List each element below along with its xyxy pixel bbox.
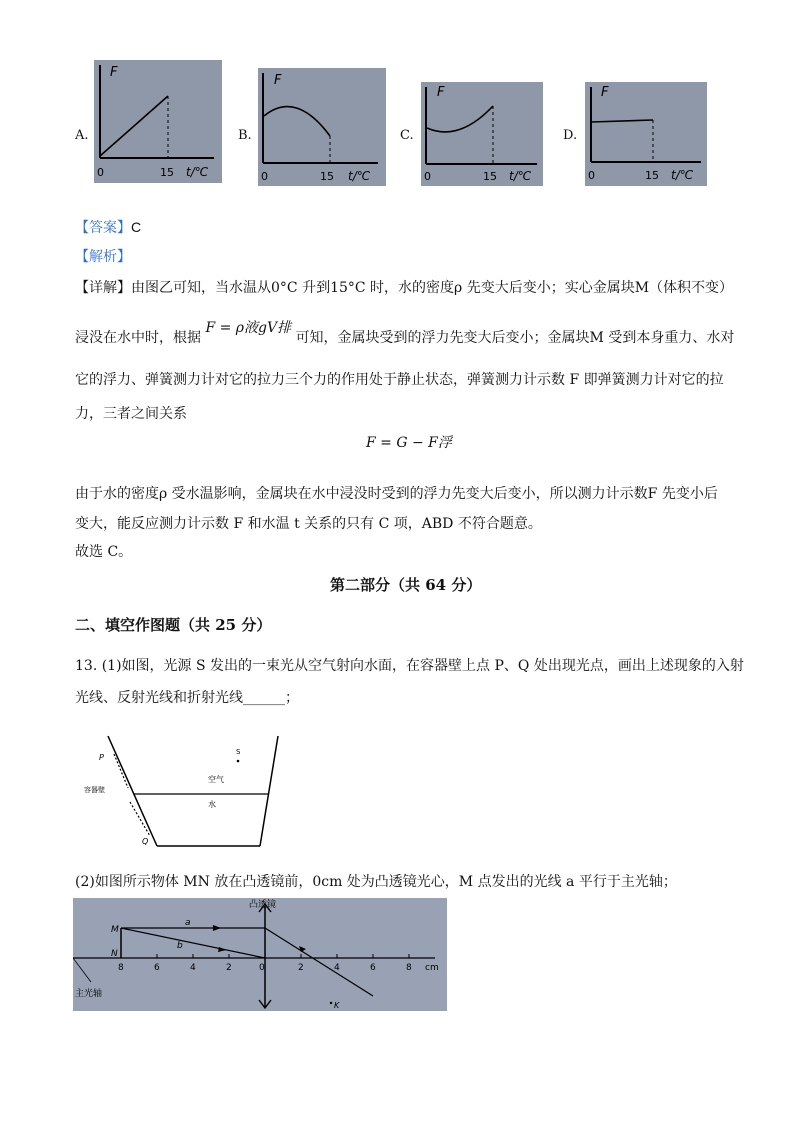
option-b-origin: 0: [261, 170, 268, 183]
q13-line-2: [75, 688, 299, 708]
analysis-line: [75, 247, 131, 267]
wall-label: 容器壁: [84, 786, 105, 794]
detail-text-1: 由图乙可知，当水温从0°C 升到15°C 时，水的密度ρ 先变大后变小；实心金属块M（体积不变）: [131, 280, 734, 296]
option-b-graph: [258, 68, 386, 186]
point-p-label: P: [99, 753, 104, 762]
detail-text-3: 它的浮力、弹簧测力计对它的拉力三个力的作用处于静止状态，弹簧测力计示数 F 即弹簧测力计对它的拉: [75, 372, 724, 388]
option-d-label: D.: [563, 128, 578, 143]
force-relation-formula: F = G − F浮: [366, 435, 452, 451]
tick-label-right-6: 6: [370, 963, 376, 973]
detail-text-4: 力，三者之间关系: [75, 406, 187, 422]
part-two-title: 第二部分（共 64 分）: [330, 576, 482, 594]
option-b-y-label: F: [274, 73, 282, 88]
detail-text-2a: 浸没在水中时，根据: [75, 330, 201, 346]
option-a-y-label: F: [110, 65, 118, 80]
buoyancy-formula: F = ρ液gV排: [205, 320, 292, 336]
option-a-graph: [94, 60, 222, 183]
tick-label-left-2: 2: [226, 963, 232, 973]
principal-axis-label: 主光轴: [75, 989, 103, 999]
q13b-line-1: [75, 872, 677, 892]
source-s-label: S: [236, 748, 241, 756]
option-c-tick: 15: [483, 170, 497, 183]
option-a-tick: 15: [160, 166, 174, 179]
option-d-x-label: t/℃: [671, 168, 694, 182]
q13-text-1: 13. (1)如图，光源 S 发出的一束光从空气射向水面，在容器壁上点 P、Q 处出现光点，画出上述现象的入射: [75, 658, 744, 674]
detail-text-7: 故选 C。: [75, 544, 133, 560]
section-two-title: 二、填空作图题（共 25 分）: [75, 616, 272, 634]
point-m-label: M: [111, 925, 119, 935]
detail-text-2b: 可知，金属块受到的浮力先变大后变小；金属块M 受到本身重力、水对: [295, 330, 735, 346]
tick-label-left-8: 8: [118, 963, 124, 973]
detail-line-1: [75, 278, 733, 298]
lens-label: 凸透镜: [249, 900, 277, 910]
option-d-graph: [585, 82, 707, 186]
light-source-dot: [237, 760, 240, 763]
option-a-x-label: t/℃: [186, 165, 209, 179]
option-c-graph: [421, 82, 543, 186]
unit-label: cm: [425, 963, 439, 973]
answer-tag: 【答案】: [75, 220, 131, 236]
answer-value: C: [131, 219, 142, 235]
detail-line-2: [75, 320, 735, 348]
tick-label-right-4: 4: [334, 963, 340, 973]
tick-label-left-6: 6: [154, 963, 160, 973]
q13-line-1: [75, 656, 744, 676]
option-c-x-label: t/℃: [509, 169, 532, 183]
detail-line-5: [75, 484, 718, 504]
option-b-x-label: t/℃: [348, 169, 371, 183]
detail-text-5: 由于水的密度ρ 受水温影响，金属块在水中浸没时受到的浮力先变大后变小，所以测力计示数F 先变小后: [75, 486, 718, 502]
option-c-label: C.: [400, 128, 414, 143]
analysis-tag: 【解析】: [75, 249, 131, 265]
tick-label-left-4: 4: [190, 963, 196, 973]
point-n-label: N: [111, 949, 118, 959]
option-c-y-label: F: [437, 85, 445, 100]
container-figure: [80, 732, 300, 852]
option-b-tick: 15: [320, 170, 334, 183]
tick-label-right-8: 8: [406, 963, 412, 973]
water-label: 水: [208, 800, 216, 809]
refracted-ray: [265, 928, 373, 996]
q13b-text-1: (2)如图所示物体 MN 放在凸透镜前，0cm 处为凸透镜光心，M 点发出的光线 a 平行于主光轴；: [75, 874, 677, 890]
option-c-origin: 0: [424, 170, 431, 183]
point-q-label: Q: [142, 837, 149, 846]
tick-label-zero: 0: [259, 963, 265, 973]
option-a-origin: 0: [97, 166, 104, 179]
tick-label-right-2: 2: [298, 963, 304, 973]
option-d-tick: 15: [645, 169, 659, 182]
container-right-wall: [260, 736, 278, 846]
ray-b-label: b: [177, 941, 183, 951]
air-label: 空气: [208, 775, 224, 784]
container-left-wall: [108, 736, 157, 846]
q13-text-2: 光线、反射光线和折射光线______；: [75, 690, 299, 706]
detail-line-4: [75, 404, 187, 424]
detail-line-6: [75, 514, 542, 534]
detail-text-6: 变大，能反应测力计示数 F 和水温 t 关系的只有 C 项，ABD 不符合题意。: [75, 516, 542, 532]
answer-line: [75, 217, 141, 238]
ray-b: [121, 928, 265, 958]
detail-line-3: [75, 370, 724, 390]
detail-tag: 【详解】: [75, 280, 131, 296]
ray-a-label: a: [185, 918, 191, 928]
option-b-label: B.: [238, 128, 252, 143]
option-d-origin: 0: [588, 169, 595, 182]
option-a-label: A.: [75, 128, 89, 143]
point-k-label: K: [334, 1001, 340, 1010]
lens-figure: [73, 898, 447, 1011]
detail-line-7: [75, 542, 132, 562]
option-d-y-label: F: [601, 85, 609, 100]
